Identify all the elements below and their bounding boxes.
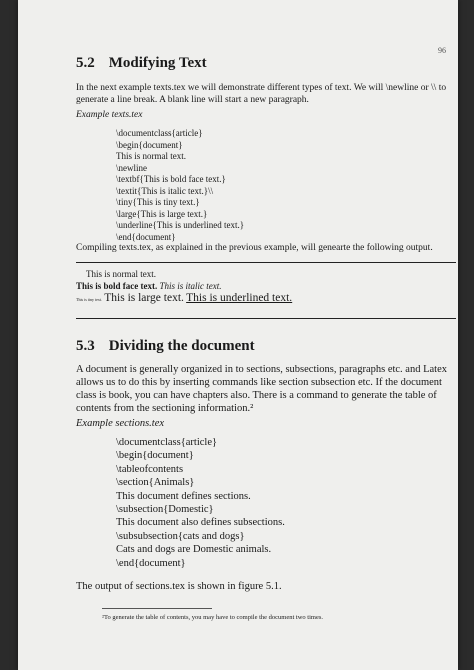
example-caption: Example texts.tex bbox=[76, 110, 143, 120]
code-line: \end{document} bbox=[116, 557, 186, 569]
code-listing-sections bbox=[116, 436, 285, 570]
code-line: \begin{document} bbox=[116, 450, 194, 462]
code-line: \underline{This is underlined text.} bbox=[116, 220, 245, 230]
compiling-paragraph: Compiling texts.tex, as explained in the previous example, will genearte the following output. bbox=[76, 243, 433, 253]
code-line: \end{document} bbox=[116, 231, 176, 242]
code-line: \documentclass{article} bbox=[116, 437, 218, 448]
code-line: \begin{document} bbox=[116, 139, 183, 150]
code-line: Cats and dogs are Domestic animals. bbox=[116, 544, 272, 556]
code-line: \tableofcontents bbox=[116, 463, 184, 475]
code-line: \subsection{Domestic} bbox=[116, 504, 214, 516]
code-listing-texts bbox=[116, 128, 244, 243]
footnote: ²To generate the table of contents, you may have to compile the document two times. bbox=[102, 614, 323, 621]
section-heading-modifying-text: 5.2 Modifying Text bbox=[76, 55, 207, 71]
code-line: This is normal text. bbox=[116, 151, 186, 161]
page-number: 96 bbox=[438, 46, 446, 55]
code-line: \section{Animals} bbox=[116, 477, 195, 489]
output-top-rule bbox=[76, 262, 456, 263]
code-line: This document defines sections. bbox=[116, 490, 251, 502]
output-underlined-text: This is underlined text. bbox=[186, 292, 293, 304]
code-line: \textit{This is italic text.}\\ bbox=[116, 185, 214, 196]
code-line: \subsubsection{cats and dogs} bbox=[116, 530, 245, 542]
output-bottom-rule bbox=[76, 318, 456, 319]
code-line: This document also defines subsections. bbox=[116, 517, 285, 529]
footnote-rule bbox=[102, 608, 212, 609]
output-reference-paragraph: The output of sections.tex is shown in figure 5.1. bbox=[76, 581, 282, 592]
code-line: \textbf{This is bold face text.} bbox=[116, 174, 226, 184]
rendered-output bbox=[76, 268, 292, 306]
code-line: \tiny{This is tiny text.} bbox=[116, 197, 200, 207]
example-caption: Example sections.tex bbox=[76, 418, 165, 429]
section-intro-paragraph: A document is generally organized in to sections, subsections, paragraphs etc. and Latex allows us to do this by inserting commands like section subsection etc. If the document class is book, you can have chapters also. There is a command to generate the table of contents from the sectioning information.² bbox=[76, 364, 447, 414]
section-heading-dividing-document: 5.3 Dividing the document bbox=[76, 338, 255, 354]
code-line: \newline bbox=[116, 162, 147, 173]
output-tiny-text: This is tiny text. bbox=[76, 297, 102, 302]
output-bold-text: This is bold face text. bbox=[76, 281, 158, 291]
document-page bbox=[18, 0, 458, 670]
code-line: \large{This is large text.} bbox=[116, 208, 208, 219]
code-line: \documentclass{article} bbox=[116, 128, 203, 138]
section-intro-paragraph: In the next example texts.tex we will demonstrate different types of text. We will \newline or \\ to generate a line break. A blank line will start a new paragraph. bbox=[76, 83, 447, 105]
output-italic-text: This is italic text. bbox=[159, 281, 222, 291]
output-large-text: This is large text. bbox=[104, 292, 184, 304]
output-normal-text: This is normal text. bbox=[86, 269, 156, 279]
